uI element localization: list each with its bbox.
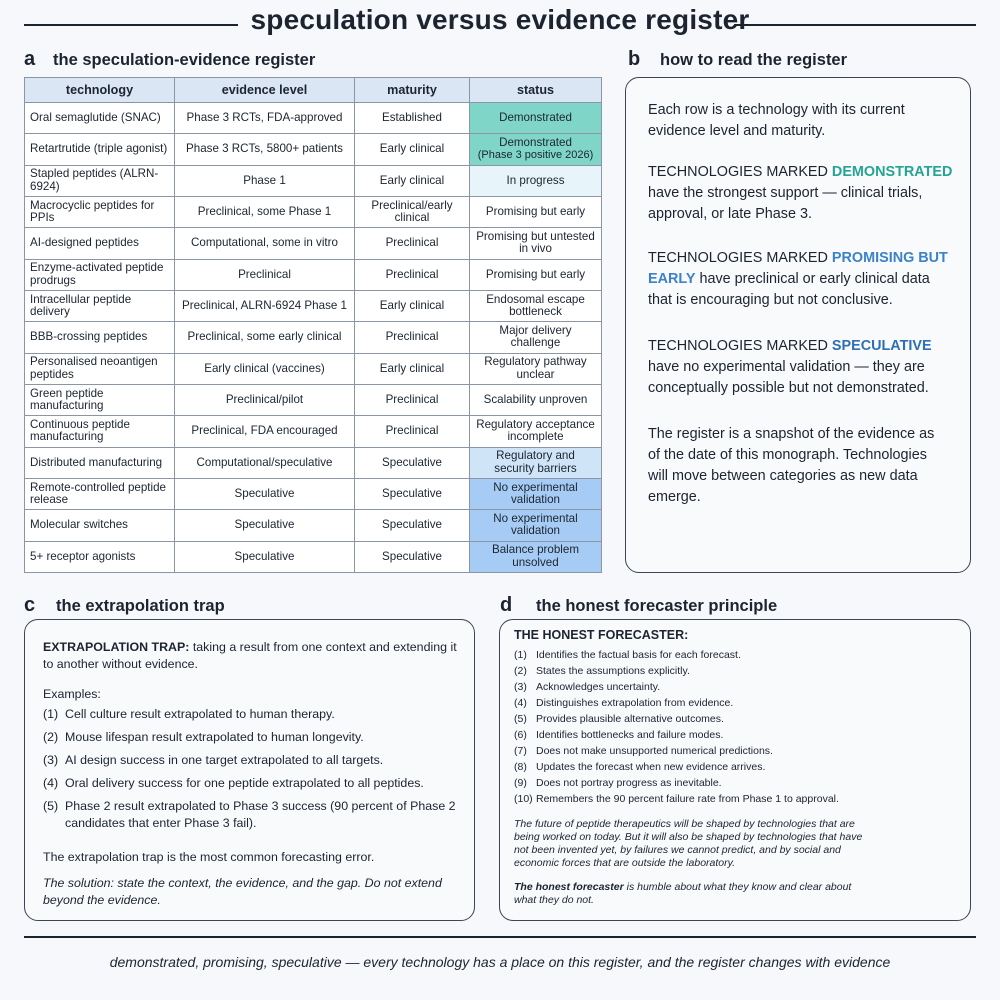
forecaster-item-number: (2) [514, 665, 527, 677]
evidence-cell: Phase 3 RCTs, 5800+ patients [175, 134, 355, 165]
trap-example-text: Oral delivery success for one peptide extrapolated to all peptides. [65, 776, 424, 790]
panel-b-title: how to read the register [660, 51, 848, 69]
evidence-cell: Early clinical (vaccines) [175, 353, 355, 384]
technology-cell: Continuous peptide manufacturing [25, 416, 175, 447]
forecaster-item [514, 793, 959, 806]
register-row [25, 416, 602, 447]
status-label: Scalability unproven [483, 392, 588, 406]
status-cell [470, 196, 602, 227]
maturity-cell: Speculative [355, 510, 470, 541]
status-label: Major delivery challenge [499, 323, 572, 350]
trap-example-number: (1) [43, 707, 59, 721]
trap-examples-label: Examples: [43, 687, 101, 701]
technology-cell: Enzyme-activated peptide prodrugs [25, 259, 175, 290]
read-demonstrated [648, 162, 953, 225]
forecaster-item [514, 761, 959, 774]
trap-lead-rest: taking a result from one context and extending it to another without evidence. [43, 640, 457, 671]
footer-rule [24, 936, 976, 938]
technology-cell: Personalised neoantigen peptides [25, 353, 175, 384]
forecaster-item-text: Does not make unsupported numerical predictions. [536, 745, 773, 757]
read-p2-pre: TECHNOLOGIES MARKED [648, 250, 832, 266]
read-p1-keyword: DEMONSTRATED [831, 164, 953, 180]
status-label: Promising but early [485, 204, 586, 218]
status-label: Promising but early [485, 267, 586, 281]
forecaster-item-text: Identifies bottlenecks and failure modes. [536, 729, 724, 741]
status-cell [470, 259, 602, 290]
trap-example [43, 752, 458, 769]
read-closing: The register is a snapshot of the evidence as of the date of this monograph. Technologies will move between categories as new data emerge. [648, 426, 935, 505]
footer-caption: demonstrated, promising, speculative — every technology has a place on this register, and the register changes with evidence [109, 954, 891, 970]
read-p3-post: have no experimental validation — they are conceptually possible but not demonstrated. [648, 359, 929, 396]
status-label: In progress [506, 173, 565, 187]
status-cell [470, 478, 602, 509]
trap-example-number: (2) [43, 730, 59, 744]
technology-cell: Green peptide manufacturing [25, 384, 175, 415]
status-cell [470, 416, 602, 447]
register-row [25, 322, 602, 353]
forecaster-heading: THE HONEST FORECASTER: [514, 628, 689, 642]
technology-cell: Stapled peptides (ALRN-6924) [25, 165, 175, 196]
forecaster-item-text: Does not portray progress as inevitable. [536, 777, 722, 789]
maturity-cell: Speculative [355, 478, 470, 509]
maturity-cell: Preclinical [355, 228, 470, 259]
status-label: Promising but untested in vivo [476, 229, 595, 256]
technology-cell: Oral semaglutide (SNAC) [25, 103, 175, 134]
panel-d-letter: d [500, 594, 513, 616]
status-label: Regulatory and security barriers [494, 449, 577, 475]
maturity-cell: Established [355, 103, 470, 134]
forecaster-item-number: (8) [514, 761, 527, 773]
forecaster-item-text: States the assumptions explicitly. [536, 665, 690, 677]
evidence-cell: Phase 3 RCTs, FDA-approved [175, 103, 355, 134]
forecaster-item [514, 649, 959, 662]
status-cell [470, 134, 602, 165]
register-row [25, 259, 602, 290]
forecaster-item-number: (9) [514, 777, 527, 789]
maturity-cell: Speculative [355, 541, 470, 572]
trap-definition [43, 639, 458, 673]
maturity-cell: Early clinical [355, 165, 470, 196]
technology-cell: Distributed manufacturing [25, 447, 175, 478]
evidence-cell: Speculative [175, 478, 355, 509]
status-label: Regulatory acceptance incomplete [476, 417, 595, 444]
page-title: speculation versus evidence register [250, 4, 750, 35]
evidence-cell: Preclinical, some early clinical [175, 322, 355, 353]
register-row [25, 134, 602, 165]
forecaster-item-number: (10) [514, 793, 533, 805]
status-label: No experimental validation [493, 511, 578, 538]
read-p1-post: have the strongest support — clinical trials, approval, or late Phase 3. [648, 185, 923, 222]
status-cell [470, 447, 602, 478]
trap-example-text: AI design success in one target extrapolated to all targets. [65, 753, 384, 767]
read-p2-post: have preclinical or early clinical data that is encouraging but not conclusive. [648, 271, 930, 308]
forecaster-item [514, 729, 959, 742]
status-label: Balance problem unsolved [491, 543, 579, 569]
evidence-cell: Phase 1 [175, 165, 355, 196]
status-cell [470, 353, 602, 384]
maturity-cell: Preclinical [355, 322, 470, 353]
status-label: Endosomal escape bottleneck [486, 292, 585, 319]
register-header-row [25, 78, 602, 103]
forecaster-item [514, 745, 959, 758]
maturity-cell: Speculative [355, 447, 470, 478]
forecaster-item [514, 713, 959, 726]
register-row [25, 447, 602, 478]
evidence-cell: Computational/speculative [175, 447, 355, 478]
trap-example-number: (5) [43, 799, 59, 813]
read-promising [648, 248, 953, 311]
trap-examples-list [43, 706, 458, 838]
register-row [25, 478, 602, 509]
forecaster-item-text: Provides plausible alternative outcomes. [536, 713, 724, 725]
forecaster-item-number: (7) [514, 745, 527, 757]
forecaster-humble-em: The honest forecaster [514, 881, 624, 893]
forecaster-item-number: (4) [514, 697, 527, 709]
panel-c-title: the extrapolation trap [56, 597, 225, 615]
header-status: status [470, 78, 602, 103]
technology-cell: BBB-crossing peptides [25, 322, 175, 353]
forecaster-item [514, 697, 959, 710]
register-row [25, 165, 602, 196]
evidence-cell: Computational, some in vitro [175, 228, 355, 259]
forecaster-item-number: (3) [514, 681, 527, 693]
technology-cell: Retartrutide (triple agonist) [25, 134, 175, 165]
status-label: No experimental validation [493, 480, 578, 507]
technology-cell: Intracellular peptide delivery [25, 290, 175, 321]
read-p3-pre: TECHNOLOGIES MARKED [648, 338, 832, 354]
forecaster-humble [514, 881, 869, 907]
forecaster-list [514, 649, 959, 809]
panel-c-letter: c [24, 594, 36, 616]
trap-example-text: Cell culture result extrapolated to human therapy. [65, 707, 335, 721]
trap-example [43, 775, 458, 792]
forecaster-item-text: Updates the forecast when new evidence arrives. [536, 761, 766, 773]
evidence-cell: Preclinical, some Phase 1 [175, 196, 355, 227]
trap-example-text: Mouse lifespan result extrapolated to human longevity. [65, 730, 364, 744]
maturity-cell: Early clinical [355, 134, 470, 165]
trap-example [43, 706, 458, 723]
maturity-cell: Early clinical [355, 353, 470, 384]
trap-example [43, 798, 458, 832]
register-row [25, 290, 602, 321]
panel-a-letter: a [24, 48, 36, 70]
register-row [25, 510, 602, 541]
status-label: Regulatory pathway unclear [484, 355, 587, 381]
forecaster-item-text: Identifies the factual basis for each forecast. [536, 649, 741, 661]
trap-lead-bold: EXTRAPOLATION TRAP: [43, 640, 190, 654]
forecaster-item [514, 681, 959, 694]
status-cell [470, 541, 602, 572]
status-label: Demonstrated [499, 110, 572, 124]
register-row [25, 103, 602, 134]
header-technology: technology [25, 78, 175, 103]
panel-d-title: the honest forecaster principle [536, 597, 778, 615]
read-p2-keyword: PROMISING BUT EARLY [648, 250, 948, 287]
read-p3-keyword: SPECULATIVE [831, 338, 932, 354]
forecaster-item-text: Acknowledges uncertainty. [536, 681, 661, 693]
evidence-cell: Preclinical, ALRN-6924 Phase 1 [175, 290, 355, 321]
register-row [25, 384, 602, 415]
status-cell [470, 228, 602, 259]
header-maturity: maturity [355, 78, 470, 103]
status-cell [470, 290, 602, 321]
status-cell [470, 322, 602, 353]
read-intro: Each row is a technology with its current evidence level and maturity. [648, 102, 905, 139]
trap-example-text: Phase 2 result extrapolated to Phase 3 success (90 percent of Phase 2 candidates that enter Phase 3 fail). [65, 799, 456, 830]
status-cell [470, 165, 602, 196]
technology-cell: Remote-controlled peptide release [25, 478, 175, 509]
register-row [25, 228, 602, 259]
evidence-cell: Speculative [175, 541, 355, 572]
status-label: Demonstrated [499, 135, 572, 149]
evidence-cell: Preclinical [175, 259, 355, 290]
technology-cell: Molecular switches [25, 510, 175, 541]
register-row [25, 541, 602, 572]
status-cell [470, 510, 602, 541]
forecaster-item [514, 777, 959, 790]
status-cell [470, 103, 602, 134]
status-cell [470, 384, 602, 415]
header-evidence-level: evidence level [175, 78, 355, 103]
forecaster-item-text: Distinguishes extrapolation from evidence. [536, 697, 734, 709]
register-table [24, 77, 602, 573]
status-sublabel: (Phase 3 positive 2026) [477, 149, 594, 162]
register-row [25, 196, 602, 227]
evidence-cell: Speculative [175, 510, 355, 541]
trap-example-number: (4) [43, 776, 59, 790]
read-speculative [648, 336, 953, 399]
trap-example-number: (3) [43, 753, 59, 767]
register-row [25, 353, 602, 384]
forecaster-item-text: Remembers the 90 percent failure rate from Phase 1 to approval. [536, 793, 839, 805]
maturity-cell: Preclinical/early clinical [355, 196, 470, 227]
forecaster-humble-rest: is humble about what they know and clear about what they do not. [514, 881, 852, 906]
maturity-cell: Preclinical [355, 384, 470, 415]
forecaster-item-number: (1) [514, 649, 527, 661]
read-p1-pre: TECHNOLOGIES MARKED [648, 164, 832, 180]
maturity-cell: Preclinical [355, 416, 470, 447]
maturity-cell: Early clinical [355, 290, 470, 321]
trap-solution: The solution: state the context, the evidence, and the gap. Do not extend beyond the evidence. [43, 876, 442, 907]
forecaster-item [514, 665, 959, 678]
maturity-cell: Preclinical [355, 259, 470, 290]
evidence-cell: Preclinical, FDA encouraged [175, 416, 355, 447]
technology-cell: AI-designed peptides [25, 228, 175, 259]
trap-example [43, 729, 458, 746]
technology-cell: 5+ receptor agonists [25, 541, 175, 572]
forecaster-future: The future of peptide therapeutics will be shaped by technologies that are being worked on today. But it will also be shaped by technologies that have not been invented yet, by failures we cannot predict, and by social and economic forces that are outside the laboratory. [514, 818, 863, 869]
forecaster-item-number: (6) [514, 729, 527, 741]
panel-a-title: the speculation-evidence register [53, 51, 316, 69]
panel-b-letter: b [628, 48, 641, 70]
trap-common: The extrapolation trap is the most common forecasting error. [43, 850, 375, 864]
evidence-cell: Preclinical/pilot [175, 384, 355, 415]
forecaster-item-number: (5) [514, 713, 527, 725]
technology-cell: Macrocyclic peptides for PPIs [25, 196, 175, 227]
